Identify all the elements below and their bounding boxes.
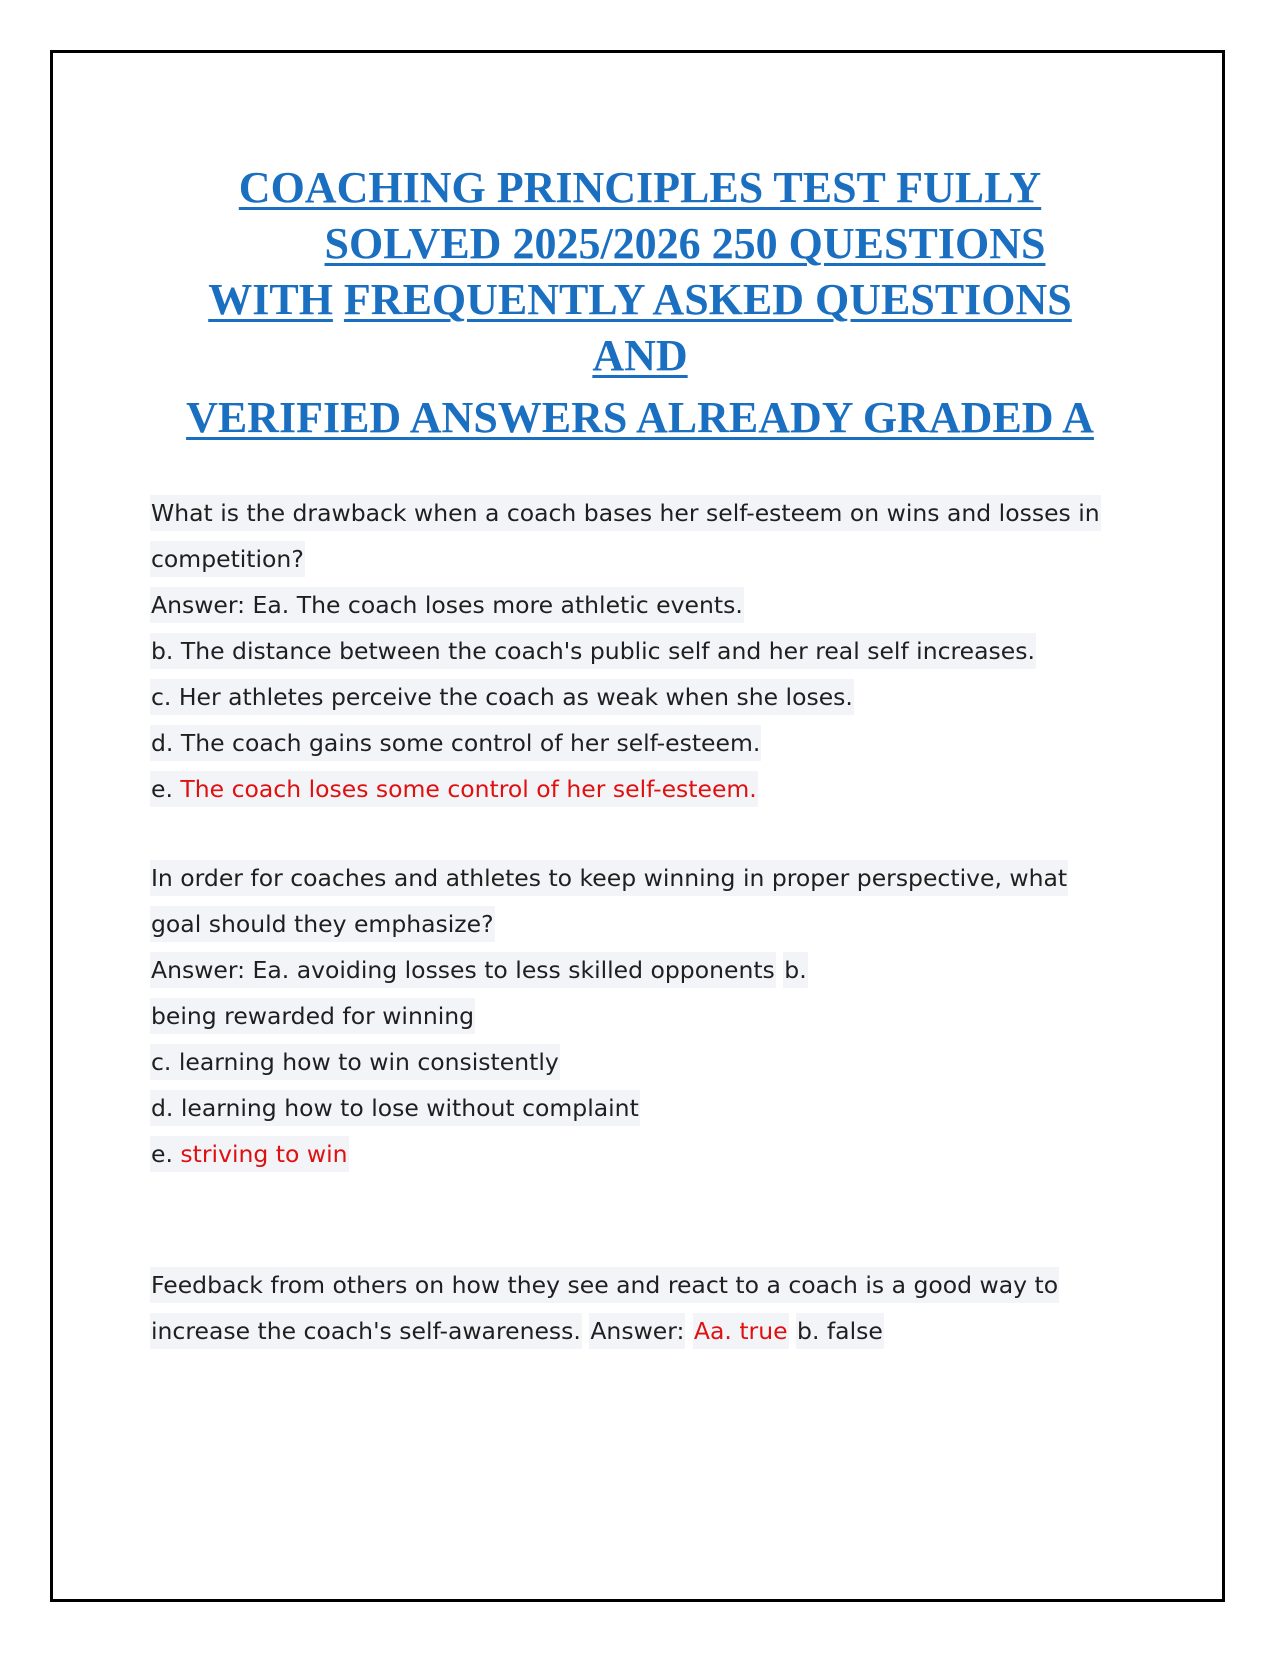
question-block-2 (150, 855, 1130, 1177)
answer-label: Answer: (589, 1313, 685, 1349)
answer-option-c: c. Her athletes perceive the coach as weak when she loses. (150, 679, 854, 715)
option-line (150, 1131, 1130, 1177)
question-text-line (150, 1308, 1130, 1354)
title-line-2-text: SOLVED 2025/2026 250 QUESTIONS (324, 219, 1046, 268)
title-line-5 (150, 390, 1130, 446)
answer-option-c: c. learning how to win consistently (150, 1044, 560, 1080)
answer-option-e (150, 1136, 349, 1172)
question-block-1 (150, 490, 1130, 812)
option-prefix: e. (151, 1140, 173, 1168)
question-text: goal should they emphasize? (150, 906, 495, 942)
correct-answer: The coach loses some control of her self-esteem. (180, 775, 757, 803)
answer-option-a: Answer: Ea. avoiding losses to less skilled opponents (150, 952, 776, 988)
answer-line (150, 582, 1130, 628)
title-line-4 (150, 328, 1130, 384)
answer-line (150, 947, 1130, 993)
question-text-line (150, 536, 1130, 582)
question-text-line (150, 855, 1130, 901)
answer-option-b: b. false (796, 1313, 884, 1349)
answer-option-d: d. The coach gains some control of her self-esteem. (150, 725, 761, 761)
answer-option-b: being rewarded for winning (150, 998, 475, 1034)
document-title (150, 160, 1130, 446)
title-line-3 (150, 272, 1130, 328)
question-text: competition? (150, 541, 305, 577)
question-text-line (150, 901, 1130, 947)
title-line-2 (150, 216, 1130, 272)
answer-option-e (150, 771, 758, 807)
question-text-line (150, 490, 1130, 536)
option-line (150, 766, 1130, 812)
option-prefix: e. (151, 775, 173, 803)
option-line (150, 628, 1130, 674)
title-line-5-text: VERIFIED ANSWERS ALREADY GRADED A (186, 393, 1094, 442)
option-line (150, 993, 1130, 1039)
answer-option-d: d. learning how to lose without complaint (150, 1090, 640, 1126)
option-line (150, 674, 1130, 720)
question-text: What is the drawback when a coach bases her self-esteem on wins and losses in (150, 495, 1101, 531)
question-text: increase the coach's self-awareness. (150, 1313, 582, 1349)
correct-answer: striving to win (180, 1140, 348, 1168)
answer-option-a: Answer: Ea. The coach loses more athletic events. (150, 587, 744, 623)
option-line (150, 1085, 1130, 1131)
answer-option-b: b. The distance between the coach's public self and her real self increases. (150, 633, 1036, 669)
title-line-4-text: AND (592, 331, 688, 380)
title-line-1 (150, 160, 1130, 216)
option-line (150, 1039, 1130, 1085)
title-line-3b-text: FREQUENTLY ASKED QUESTIONS (343, 275, 1072, 324)
title-line-1-text: COACHING PRINCIPLES TEST FULLY (238, 163, 1042, 212)
answer-option-b-prefix: b. (783, 952, 807, 988)
title-line-3a-text: WITH (208, 275, 333, 324)
correct-answer: Aa. true (693, 1313, 789, 1349)
question-text-line (150, 1262, 1130, 1308)
option-line (150, 720, 1130, 766)
question-text: Feedback from others on how they see and react to a coach is a good way to (150, 1267, 1059, 1303)
question-block-3 (150, 1262, 1130, 1354)
question-text: In order for coaches and athletes to keep winning in proper perspective, what (150, 860, 1068, 896)
